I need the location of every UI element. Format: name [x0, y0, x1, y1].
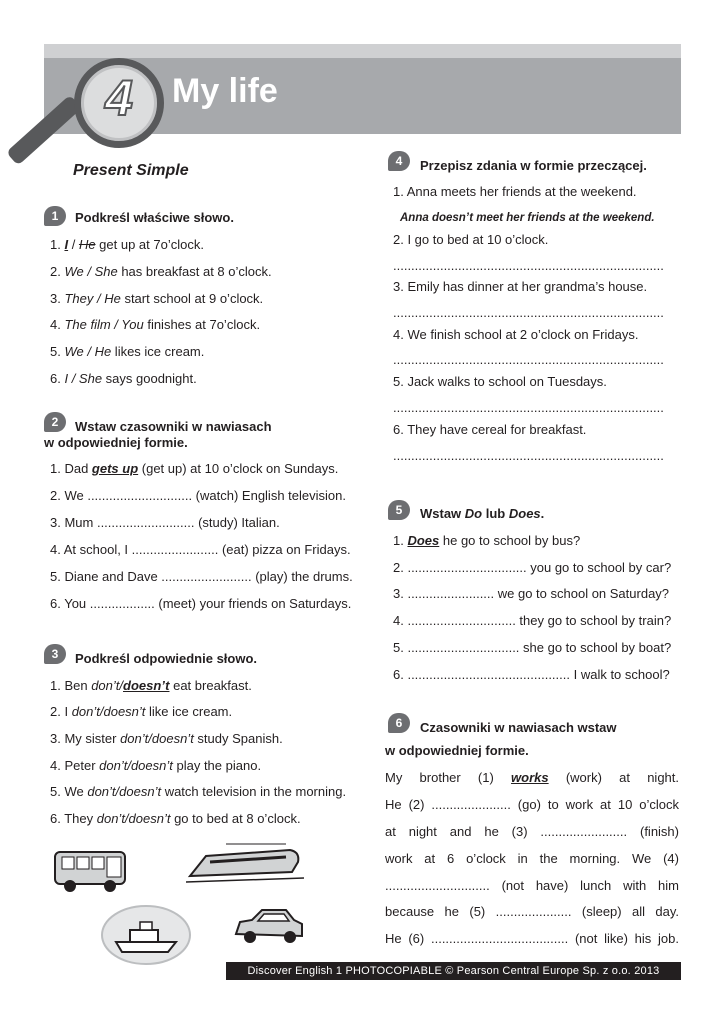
- ex2-item-5: 5. Diane and Dave ......................... (play) the drums.: [50, 569, 353, 584]
- ex6-line-1: My brother (1) works (work) at night.: [385, 770, 679, 785]
- car-icon: [232, 902, 306, 948]
- ex4-item-1: 1. Anna meets her friends at the weekend.: [393, 184, 637, 199]
- exercise-2-instruction-cont: w odpowiedniej formie.: [44, 435, 188, 450]
- section-subtitle: Present Simple: [73, 162, 189, 179]
- ex1-item-2: 2. We / She has breakfast at 8 o’clock.: [50, 264, 272, 279]
- ex5-answer: Does: [407, 533, 440, 548]
- ex6-line-3: at night and he (3) ........................ (finish): [385, 824, 679, 839]
- ex5-item-2: 2. ................................. you go to school by car?: [393, 560, 672, 575]
- ex2-item-4: 4. At school, I ........................ (eat) pizza on Fridays.: [50, 542, 351, 557]
- ex6-line-2: He (2) ...................... (go) to work at 10 o’clock: [385, 797, 679, 812]
- ex1-item-1: 1. I / He get up at 7o’clock.: [50, 237, 204, 252]
- ex6-line-6: because he (5) ..................... (sleep) all day.: [385, 904, 679, 919]
- exercise-2-number: 2: [44, 412, 66, 432]
- exercise-4-number: 4: [388, 151, 410, 171]
- ex2-item-3: 3. Mum ........................... (study) Italian.: [50, 515, 280, 530]
- ex3-item-3: 3. My sister don’t/doesn’t study Spanish.: [50, 731, 283, 746]
- page-title: My life: [172, 72, 278, 110]
- ex4-item-5: 5. Jack walks to school on Tuesdays.: [393, 374, 607, 389]
- ex1-answer: I: [64, 237, 69, 252]
- ex5-item-6: 6. ............................................. I walk to school?: [393, 667, 670, 682]
- ex1-item-4: 4. The film / You finishes at 7o’clock.: [50, 317, 261, 332]
- ex5-item-3: 3. ........................ we go to school on Saturday?: [393, 586, 670, 601]
- ex1-item-5: 5. We / He likes ice cream.: [50, 344, 205, 359]
- ex4-answer-line-2: ...........................................................................: [393, 258, 664, 273]
- exercise-3-instruction: Podkreśl odpowiednie słowo.: [75, 651, 258, 666]
- bus-icon: [52, 846, 130, 896]
- ex6-line-7: He (6) ...................................... (not like) his job.: [385, 931, 679, 946]
- header-stripe: [44, 44, 681, 58]
- exercise-1-number: 1: [44, 206, 66, 226]
- train-icon: [186, 842, 304, 884]
- ex3-item-6: 6. They don’t/doesn’t go to bed at 8 o’clock.: [50, 811, 301, 826]
- ex6-answer: works: [511, 770, 549, 785]
- exercise-6-number: 6: [388, 713, 410, 733]
- ex5-item-5: 5. ............................... she go to school by boat?: [393, 640, 672, 655]
- ex2-item-2: 2. We ............................. (watch) English television.: [50, 488, 346, 503]
- ex3-item-4: 4. Peter don’t/doesn’t play the piano.: [50, 758, 262, 773]
- ex5-item-4: 4. .............................. they go to school by train?: [393, 613, 672, 628]
- ex4-item-2: 2. I go to bed at 10 o’clock.: [393, 232, 549, 247]
- ex4-item-4: 4. We finish school at 2 o’clock on Fridays.: [393, 327, 639, 342]
- exercise-5-number: 5: [388, 500, 410, 520]
- ex3-item-1: 1. Ben don’t/doesn’t eat breakfast.: [50, 678, 252, 693]
- ex4-answer-line-3: ...........................................................................: [393, 305, 664, 320]
- ex4-example-answer: Anna doesn’t meet her friends at the weekend.: [400, 212, 655, 224]
- exercise-5-instruction: Wstaw Do lub Does.: [420, 506, 545, 521]
- exercise-3-number: 3: [44, 644, 66, 664]
- ex5-item-1: 1. Does he go to school by bus?: [393, 533, 581, 548]
- exercise-1-instruction: Podkreśl właściwe słowo.: [75, 210, 234, 225]
- exercise-6-instruction: Czasowniki w nawiasach wstaw: [420, 720, 617, 735]
- boat-icon: [100, 904, 192, 966]
- magnifier-icon: [74, 58, 164, 148]
- exercise-2-instruction: Wstaw czasowniki w nawiasach: [75, 419, 272, 434]
- ex3-answer: doesn’t: [123, 678, 170, 693]
- exercise-6-instruction-cont: w odpowiedniej formie.: [385, 743, 529, 758]
- ex4-answer-line-4: ...........................................................................: [393, 352, 664, 367]
- ex1-item-6: 6. I / She says goodnight.: [50, 371, 197, 386]
- ex1-crossed-option: He: [78, 237, 96, 252]
- ex4-answer-line-6: ...........................................................................: [393, 448, 664, 463]
- ex6-line-5: ............................. (not have) lunch with him: [385, 878, 679, 893]
- ex4-item-3: 3. Emily has dinner at her grandma’s house.: [393, 279, 648, 294]
- ex4-item-6: 6. They have cereal for breakfast.: [393, 422, 587, 437]
- ex2-answer: gets up: [91, 461, 139, 476]
- unit-number: 4: [105, 70, 133, 126]
- ex2-item-6: 6. You .................. (meet) your friends on Saturdays.: [50, 596, 352, 611]
- ex1-item-3: 3. They / He start school at 9 o’clock.: [50, 291, 264, 306]
- ex6-line-4: work at 6 o’clock in the morning. We (4): [385, 851, 679, 866]
- ex4-answer-line-5: ...........................................................................: [393, 400, 664, 415]
- ex2-item-1: 1. Dad gets up (get up) at 10 o’clock on Sundays.: [50, 461, 339, 476]
- ex3-item-5: 5. We don’t/doesn’t watch television in the morning.: [50, 784, 347, 799]
- copyright-footer: Discover English 1 PHOTOCOPIABLE © Pearson Central Europe Sp. z o.o. 2013: [226, 962, 681, 980]
- ex3-item-2: 2. I don’t/doesn’t like ice cream.: [50, 704, 233, 719]
- exercise-4-instruction: Przepisz zdania w formie przeczącej.: [420, 158, 647, 173]
